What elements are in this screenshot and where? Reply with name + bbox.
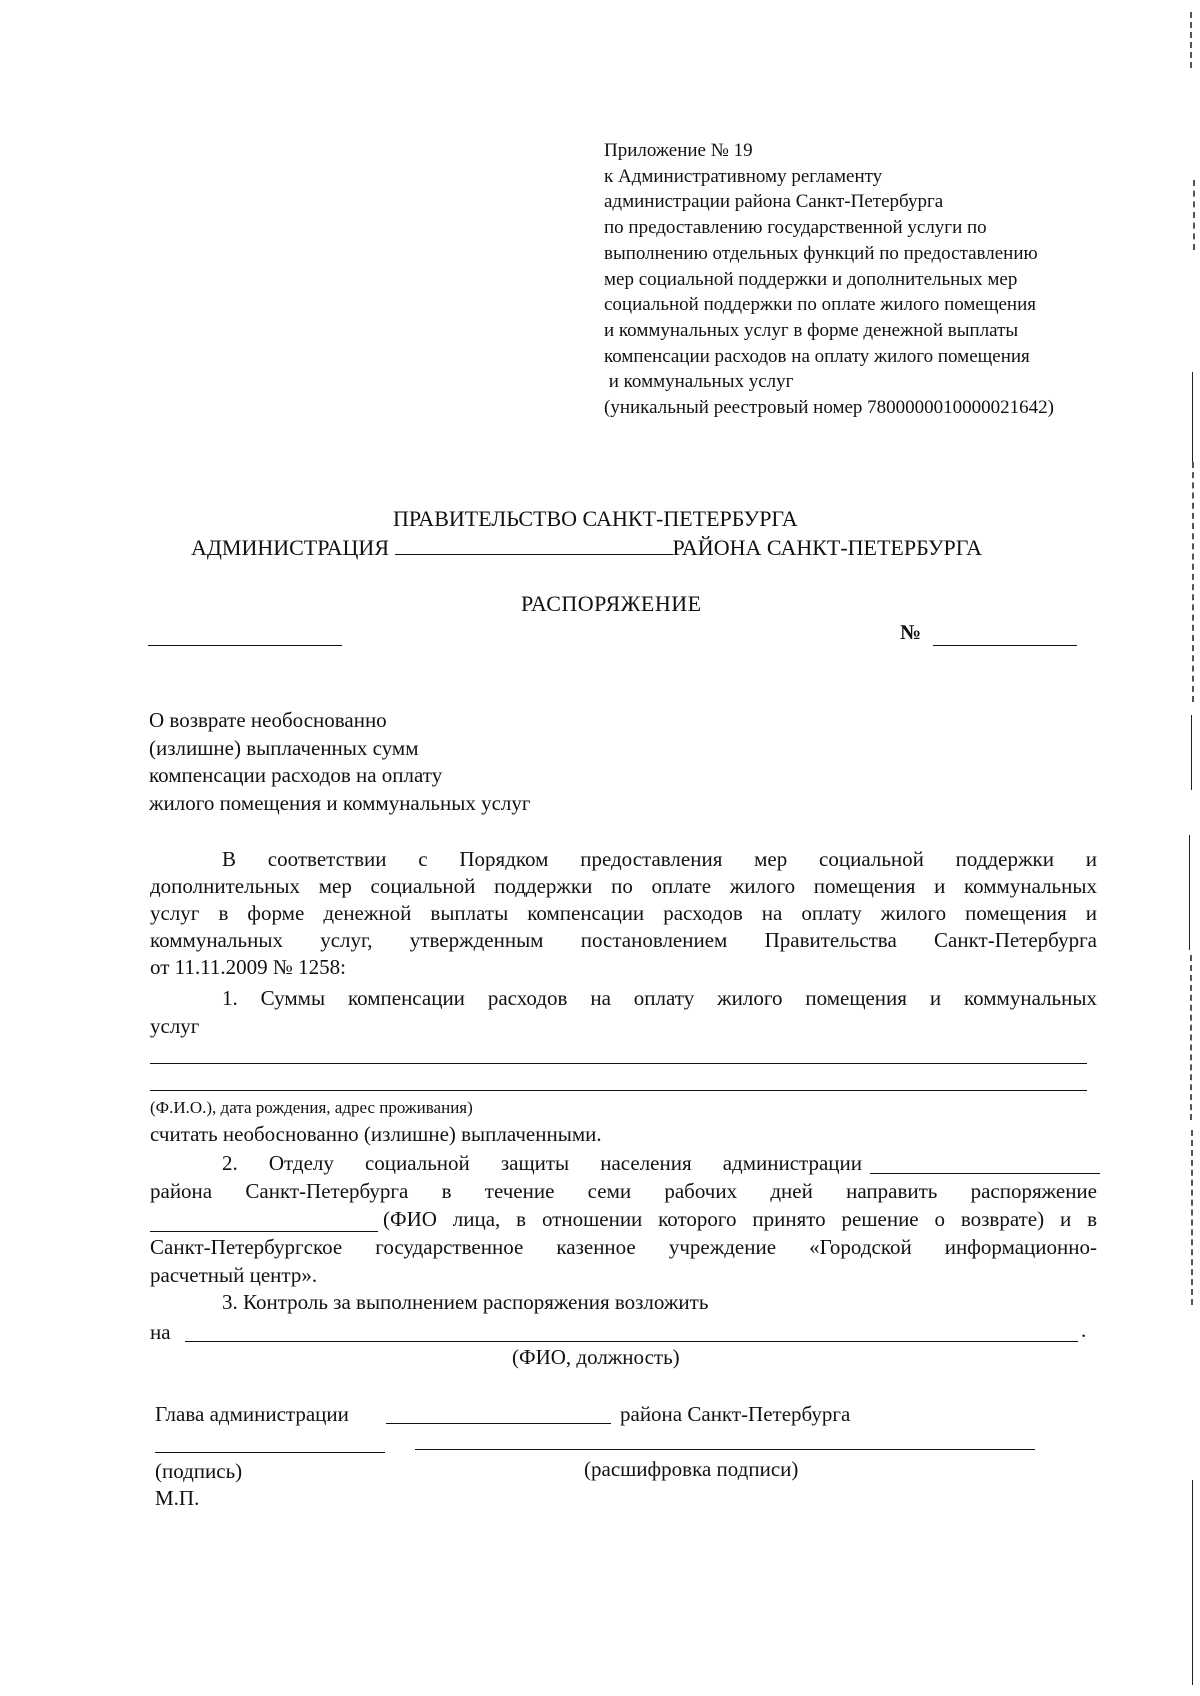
district-blank[interactable] [395, 534, 673, 555]
signature-decode-blank[interactable] [415, 1449, 1035, 1450]
head-suffix: района Санкт-Петербурга [620, 1402, 851, 1426]
appendix-line: к Административному регламенту [604, 165, 883, 187]
item1-end: считать необоснованно (излишне) выплаченными. [150, 1122, 602, 1146]
appendix-line: и коммунальных услуг в форме денежной выплаты [604, 319, 1019, 341]
preamble-line: дополнительных мер социальной поддержки по оплате жилого помещения и коммунальных [150, 874, 1097, 898]
subject-line: (излишне) выплаченных сумм [149, 735, 419, 760]
recipient-blank-1[interactable] [150, 1063, 1087, 1064]
administration-line [191, 534, 982, 561]
signature-decode-caption: (расшифровка подписи) [584, 1457, 799, 1481]
subject-line: компенсации расходов на оплату [149, 763, 443, 788]
appendix-line: Приложение № 19 [604, 140, 753, 161]
signature-blank[interactable] [155, 1452, 385, 1453]
preamble-line: коммунальных услуг, утвержденным постановлением Правительства Санкт-Петербурга [150, 928, 1097, 952]
doc-type-title: РАСПОРЯЖЕНИЕ [521, 591, 702, 616]
fio-caption: (Ф.И.О.), дата рождения, адрес проживания) [150, 1098, 473, 1117]
scan-edge-mark [1190, 12, 1192, 68]
scan-edge-mark [1190, 955, 1192, 1120]
item3-caption: (ФИО, должность) [512, 1345, 680, 1369]
item3-on: на [150, 1320, 171, 1344]
government-title: ПРАВИТЕЛЬСТВО САНКТ-ПЕТЕРБУРГА [393, 506, 798, 531]
item2-line: района Санкт-Петербурга в течение семи рабочих дней направить распоряжение [150, 1179, 1097, 1203]
administration-prefix: АДМИНИСТРАЦИЯ [191, 535, 389, 560]
seal-label: М.П. [155, 1486, 200, 1510]
appendix-block [604, 138, 1054, 421]
scan-edge-mark [1189, 835, 1190, 950]
appendix-line: социальной поддержки по оплате жилого помещения [604, 294, 1037, 316]
scan-edge-mark [1193, 180, 1195, 250]
head-district-blank[interactable] [386, 1423, 611, 1424]
item1-line: 1. Суммы компенсации расходов на оплату жилого помещения и коммунальных [222, 986, 1097, 1010]
number-blank[interactable] [933, 645, 1077, 646]
scan-edge-mark [1192, 462, 1194, 702]
responsible-blank[interactable] [185, 1341, 1078, 1342]
date-blank[interactable] [148, 645, 342, 646]
item2-line: 2. Отделу социальной защиты населения администрации [222, 1151, 862, 1175]
subject-block [149, 707, 531, 817]
preamble-line: от 11.11.2009 № 1258: [150, 955, 346, 979]
item2-line: (ФИО лица, в отношении которого принято решение о возврате) и в [383, 1207, 1097, 1231]
number-label: № [900, 620, 922, 644]
subject-line: О возврате необоснованно [149, 708, 387, 732]
signature-caption: (подпись) [155, 1459, 243, 1483]
appendix-line: мер социальной поддержки и дополнительных мер [604, 268, 1018, 290]
item2-line: расчетный центр». [150, 1263, 318, 1287]
appendix-line: и коммунальных услуг [604, 371, 794, 393]
scan-edge-mark [1191, 1130, 1193, 1305]
appendix-line: компенсации расходов на оплату жилого помещения [604, 345, 1030, 367]
appendix-line: (уникальный реестровый номер 7800000010000021642) [604, 397, 1055, 419]
appendix-line: администрации района Санкт-Петербурга [604, 191, 944, 213]
head-prefix: Глава администрации [155, 1402, 349, 1426]
item3-end: . [1081, 1318, 1087, 1342]
appendix-line: выполнению отдельных функций по предоставлению [604, 242, 1038, 264]
scan-edge-mark [1191, 715, 1192, 790]
scan-edge-mark [1192, 1480, 1193, 1685]
item1-line: услуг [150, 1014, 200, 1038]
item2-line: Санкт-Петербургское государственное казенное учреждение «Городской информационно- [150, 1235, 1097, 1259]
preamble-line: услуг в форме денежной выплаты компенсации расходов на оплату жилого помещения и [150, 901, 1097, 925]
item3-line: 3. Контроль за выполнением распоряжения возложить [222, 1290, 709, 1314]
department-blank[interactable] [870, 1173, 1100, 1174]
scan-edge-mark [1192, 372, 1193, 462]
subject-line: жилого помещения и коммунальных услуг [149, 790, 531, 815]
administration-suffix: РАЙОНА САНКТ-ПЕТЕРБУРГА [672, 535, 982, 560]
person-blank[interactable] [150, 1231, 378, 1232]
preamble-line: В соответствии с Порядком предоставления мер социальной поддержки и [222, 847, 1097, 871]
appendix-line: по предоставлению государственной услуги по [604, 217, 987, 239]
recipient-blank-2[interactable] [150, 1090, 1087, 1091]
